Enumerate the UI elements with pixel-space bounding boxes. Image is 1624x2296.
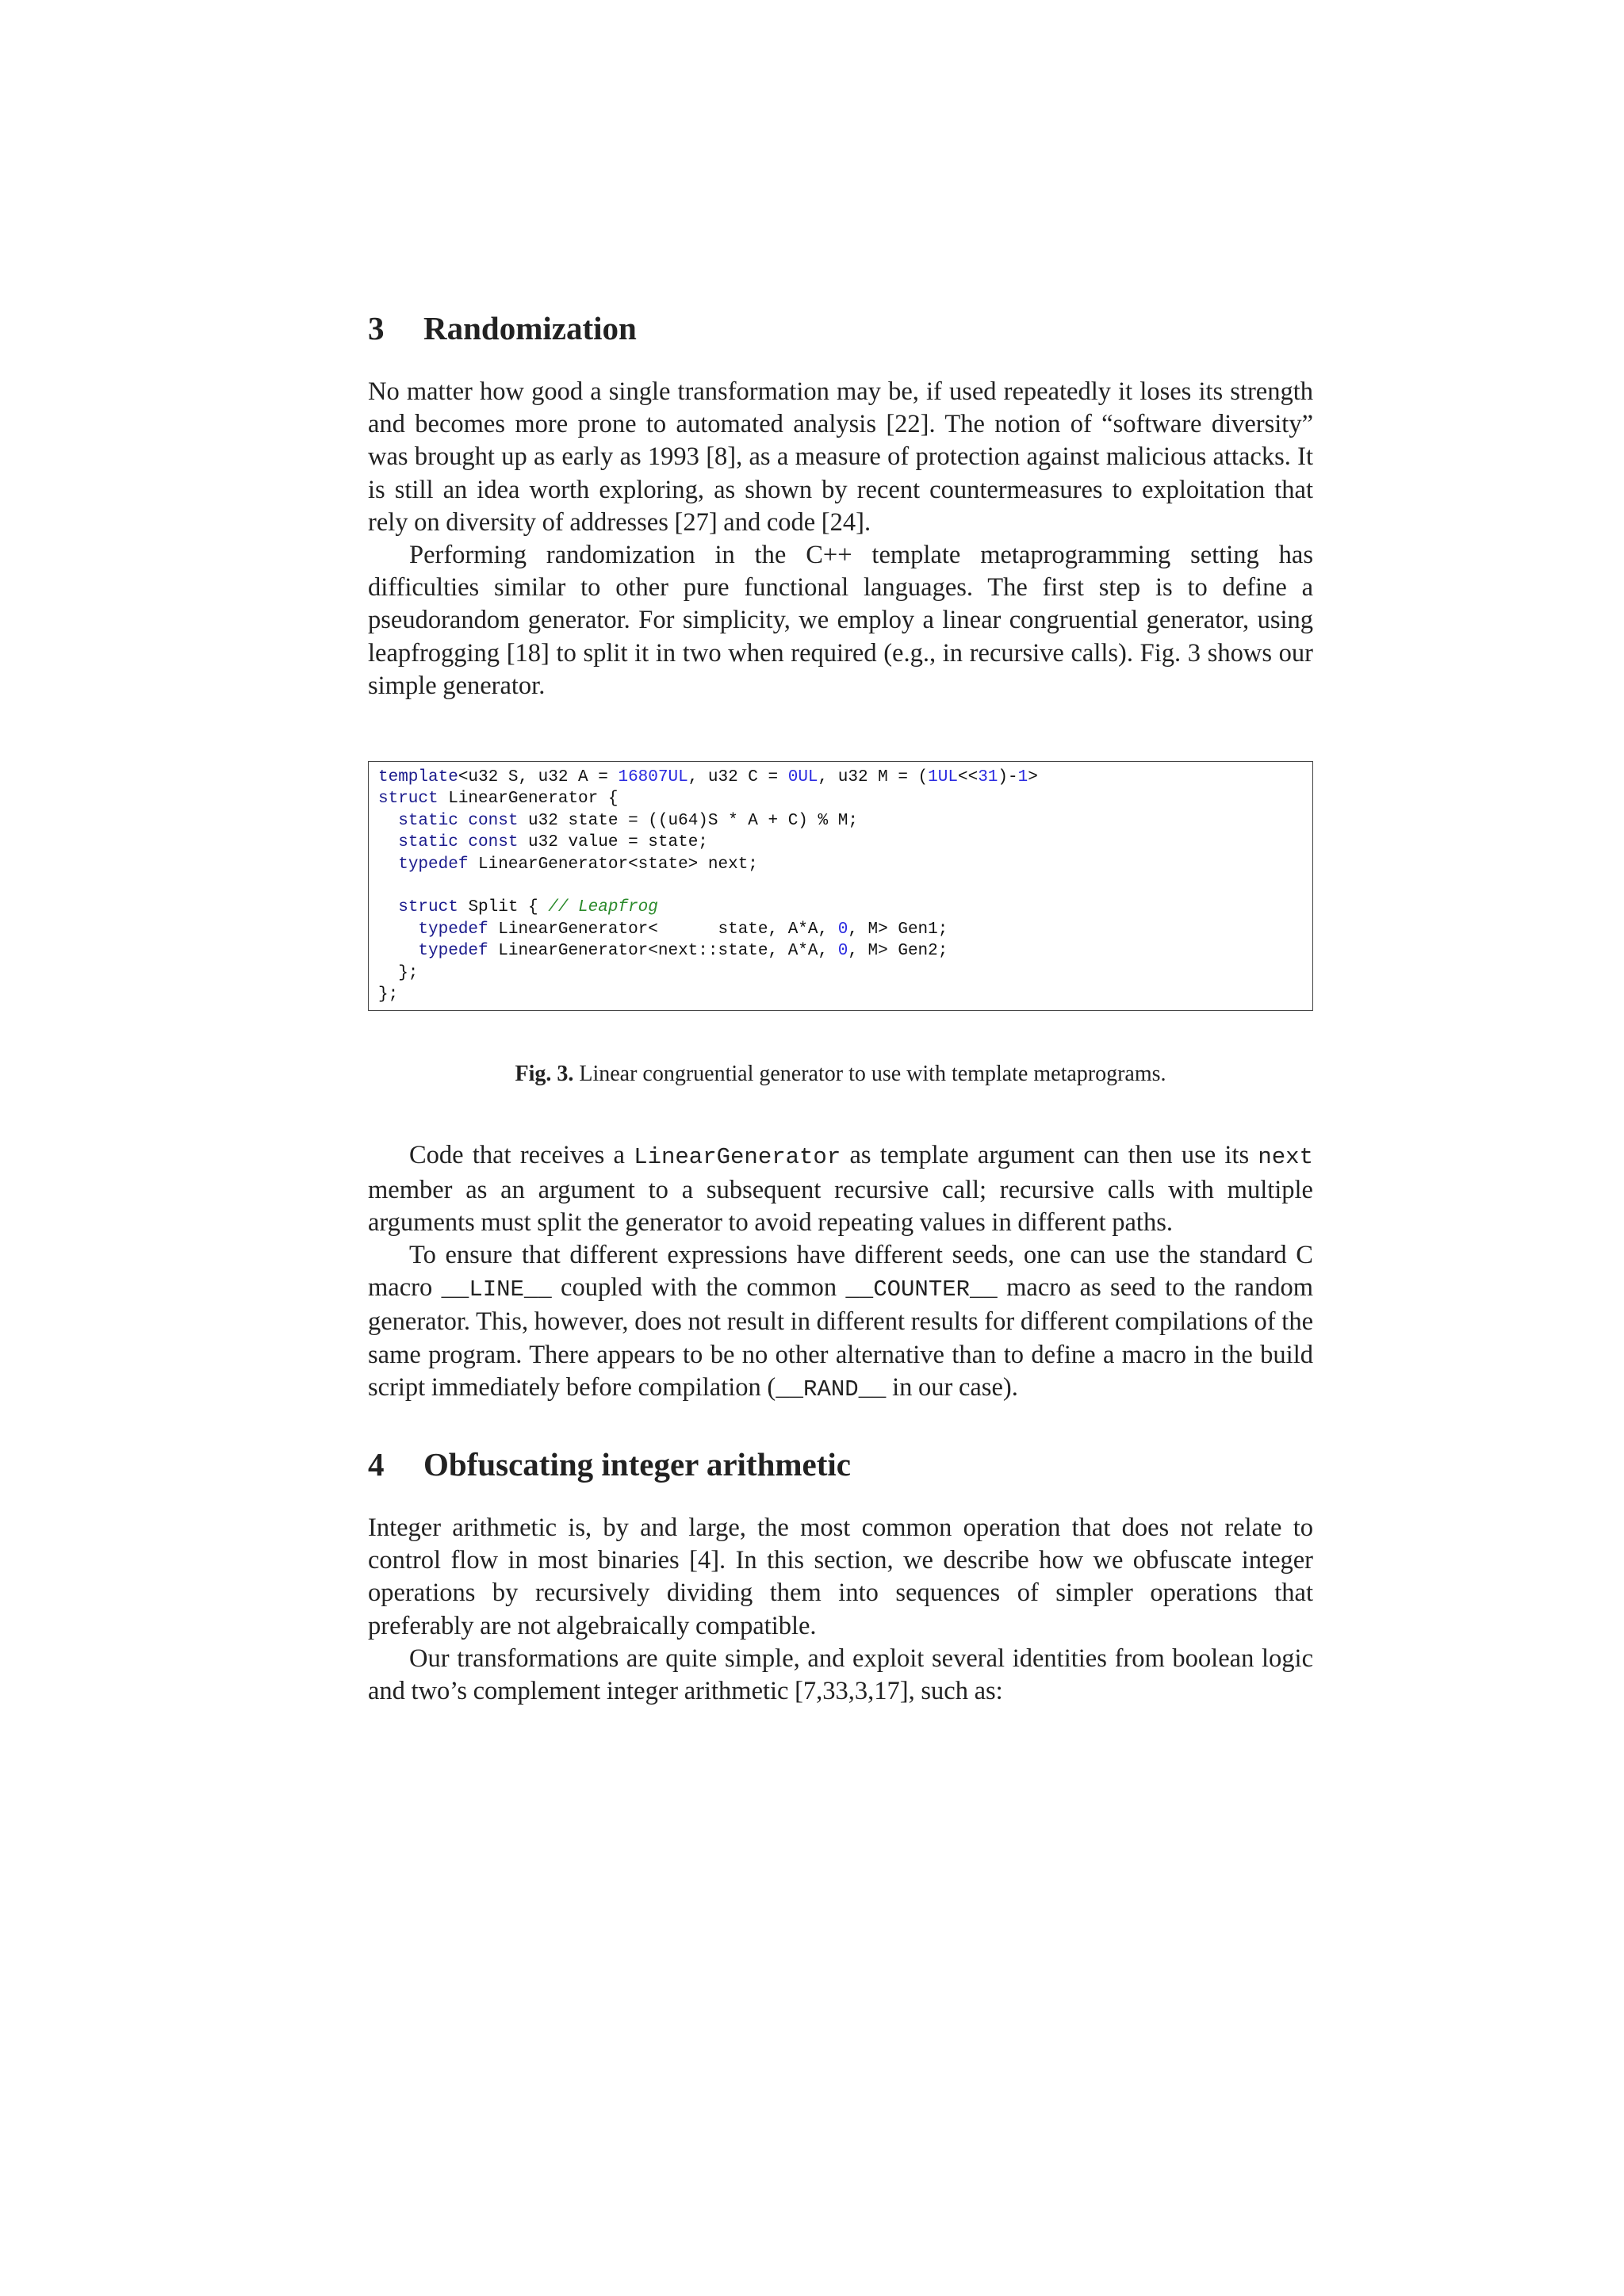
- inline-code: next: [1258, 1144, 1313, 1171]
- paragraph: Integer arithmetic is, by and large, the most common operation that does not relate to control flow in most binaries [4]. In this section, we describe how we obfuscate integer operations by recursively dividing them into sequences of simpler operations that preferably are not algebraically compatible.: [368, 1513, 1313, 1640]
- code-comment: // Leapfrog: [548, 898, 658, 917]
- paragraph: Code that receives a LinearGenerator as template argument can then use its next member as an argument to a subsequent recursive call; recursive calls with multiple arguments must split the generator to avoid repeating values in different paths.: [368, 1141, 1313, 1237]
- section-number: 4: [368, 1445, 385, 1483]
- code-listing: [368, 761, 1313, 1011]
- inline-code: __COUNTER__: [845, 1276, 998, 1303]
- code-line: typedef LinearGenerator<next::state, A*A, 0, M> Gen2;: [418, 942, 948, 961]
- section-3-continued: [368, 1139, 1313, 1406]
- section-3-heading: [368, 306, 1313, 350]
- inline-code: __RAND__: [776, 1376, 887, 1402]
- paragraph: To ensure that different expressions have different seeds, one can use the standard C macro __LINE__ coupled with the common __COUNTER__ macro as seed to the random generator. This, however, does not result in different results for different compilations of the same program. There appears to be no other alternative than to define a macro in the build script immediately before compilation (__RAND__ in our case).: [368, 1240, 1313, 1402]
- figure-caption-text: Linear congruential generator to use with template metaprograms.: [579, 1062, 1166, 1087]
- code-line: };: [378, 963, 419, 982]
- paper-page: [368, 306, 1313, 1708]
- inline-code: LinearGenerator: [634, 1144, 841, 1171]
- section-number: 3: [368, 310, 385, 346]
- section-4-heading: [368, 1442, 1313, 1487]
- code-line: static const u32 state = ((u64)S * A + C) % M;: [398, 811, 858, 830]
- code-line: template<u32 S, u32 A = 16807UL, u32 C = 0UL, u32 M = (1UL<<31)-1>: [378, 768, 1038, 787]
- paragraph: Performing randomization in the C++ template metaprogramming setting has difficulties similar to other pure functional languages. The first step is to define a pseudorandom generator. For simplicity, we employ a linear congruential generator, using leapfrogging [18] to split it in two when required (e.g., in recursive calls). Fig. 3 shows our simple generator.: [368, 541, 1313, 700]
- figure-label: Fig. 3.: [515, 1062, 574, 1087]
- figure-caption: [368, 1060, 1313, 1089]
- section-title: Obfuscating integer arithmetic: [423, 1445, 851, 1483]
- code-line: static const u32 value = state;: [398, 833, 708, 852]
- code-line: struct Split { // Leapfrog: [398, 898, 658, 917]
- section-4-body: [368, 1512, 1313, 1708]
- code-line: struct LinearGenerator {: [378, 790, 619, 809]
- section-3-body: [368, 376, 1313, 702]
- section-title: Randomization: [423, 310, 637, 346]
- paragraph: No matter how good a single transformation may be, if used repeatedly it loses its strength and becomes more prone to automated analysis [22]. The notion of “software diversity” was brought up as early as 1993 [8], as a measure of protection against malicious attacks. It is still an idea worth exploring, as shown by recent countermeasures to exploitation that rely on diversity of addresses [27] and code [24].: [368, 377, 1313, 537]
- code-line: typedef LinearGenerator<state> next;: [398, 855, 758, 874]
- code-line: typedef LinearGenerator< state, A*A, 0, M> Gen1;: [418, 920, 948, 939]
- inline-code: __LINE__: [441, 1276, 552, 1303]
- code-line-blank: [378, 875, 1303, 897]
- code-line: };: [378, 985, 399, 1004]
- paragraph: Our transformations are quite simple, and exploit several identities from boolean logic and two’s complement integer arithmetic [7,33,3,17], such as:: [368, 1644, 1313, 1705]
